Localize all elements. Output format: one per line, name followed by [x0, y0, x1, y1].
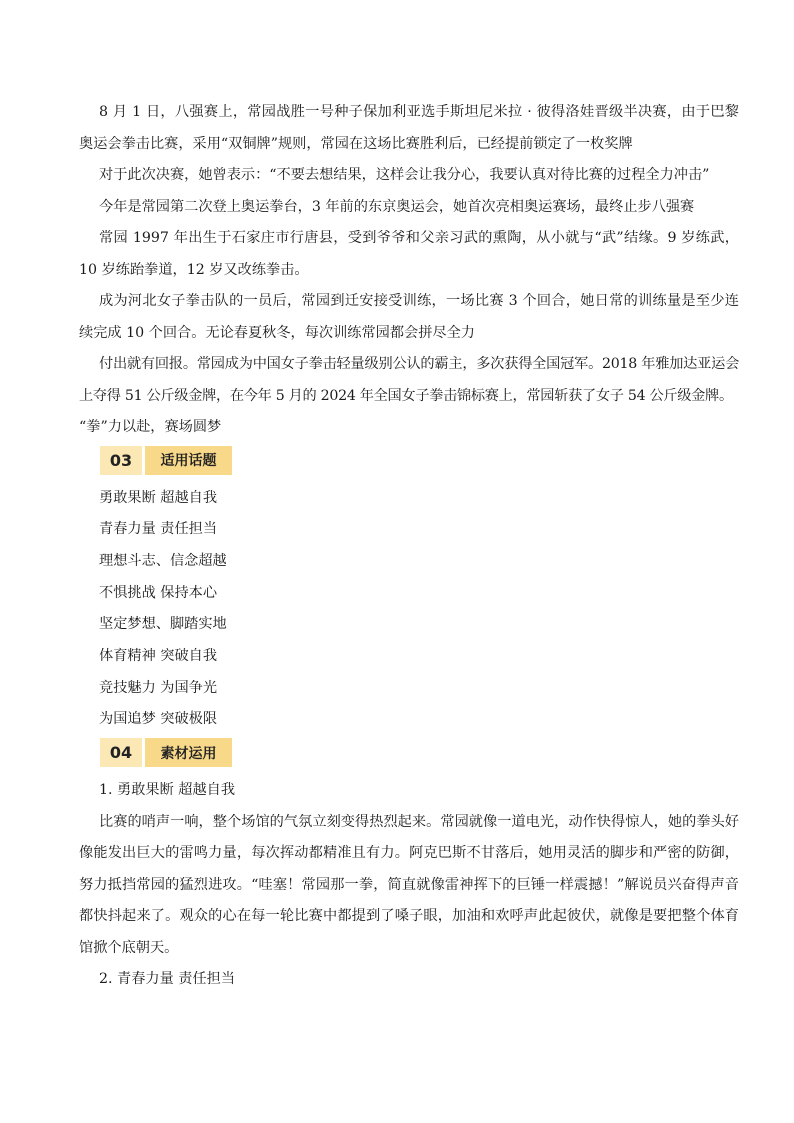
document-content [79, 97, 739, 996]
intro-subtitle: “拳”力以赴，赛场圆梦 [79, 419, 222, 435]
topic-item: 不惧挑战 保持本心 [99, 584, 218, 601]
section-number: 04 [100, 738, 142, 767]
section-header-03 [100, 446, 739, 475]
section-header-04 [100, 738, 739, 767]
topic-item: 竞技魅力 为国争光 [99, 679, 218, 696]
topic-item: 青春力量 责任担当 [99, 521, 218, 538]
topic-list [99, 483, 739, 737]
topic-item: 勇敢果断 超越自我 [99, 489, 218, 506]
intro-paragraph-6: 付出就有回报。常园成为中国女子拳击轻量级别公认的霸主，多次获得全国冠军。2018 年雅加达亚运会上夺得 51 公斤级金牌，在今年 5 月的 2024 年全国女子拳击锦标赛上，常园斩获了女子 54 公斤级金牌。 [79, 356, 739, 404]
topic-item: 理想斗志、信念超越 [99, 552, 227, 569]
material-paragraph-1: 比赛的哨声一响，整个场馆的气氛立刻变得热烈起来。常园就像一道电光，动作快得惊人，她的拳头好像能发出巨大的雷鸣力量，每次挥动都精准且有力。阿克巴斯不甘落后，她用灵活的脚步和严密的防御，努力抵挡常园的猛烈进攻。“哇塞！常园那一拳，简直就像雷神挥下的巨锤一样震撼！”解说员兴奋得声音都快抖起来了。观众的心在每一轮比赛中都提到了嗓子眼，加油和欢呼声此起彼伏，就像是要把整个体育馆掀个底朝天。 [79, 813, 739, 956]
intro-paragraph-1: 8 月 1 日，八强赛上，常园战胜一号种子保加利亚选手斯坦尼米拉 · 彼得洛娃晋级半决赛，由于巴黎奥运会拳击比赛，采用“双铜牌”规则，常园在这场比赛胜利后，已经提前锁定了一枚奖牌 [79, 104, 739, 152]
intro-paragraph-5: 成为河北女子拳击队的一员后，常园到迁安接受训练，一场比赛 3 个回合，她日常的训练量是至少连续完成 10 个回合。无论春夏秋冬，每次训练常园都会拼尽全力 [79, 293, 739, 341]
intro-paragraph-4: 常园 1997 年出生于石家庄市行唐县，受到爷爷和父亲习武的熏陶，从小就与“武”结缘。9 岁练武，10 岁练跆拳道，12 岁又改练拳击。 [79, 230, 739, 278]
intro-paragraph-2: 对于此次决赛，她曾表示：“不要去想结果，这样会让我分心，我要认真对待比赛的过程全力冲击” [99, 167, 710, 183]
topic-item: 坚定梦想、脚踏实地 [99, 616, 227, 633]
material-heading-1: 1. 勇敢果断 超越自我 [99, 782, 236, 799]
section-number: 03 [100, 446, 142, 475]
section-title: 适用话题 [145, 446, 232, 475]
topic-item: 体育精神 突破自我 [99, 648, 218, 665]
section-title: 素材运用 [145, 738, 232, 767]
material-heading-2: 2. 青春力量 责任担当 [99, 971, 236, 988]
intro-paragraph-3: 今年是常园第二次登上奥运拳台，3 年前的东京奥运会，她首次亮相奥运赛场，最终止步八强赛 [99, 198, 695, 215]
topic-item: 为国追梦 突破极限 [99, 711, 218, 728]
